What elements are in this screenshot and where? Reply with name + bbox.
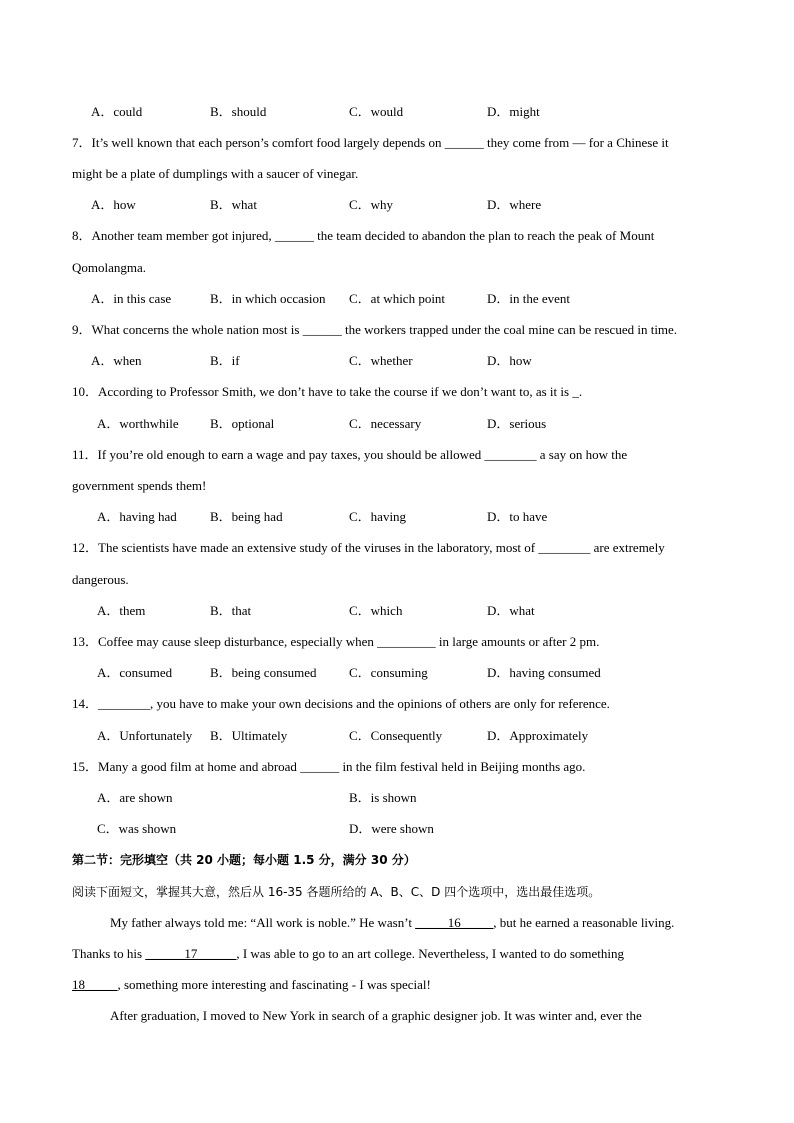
passage-p1-line1 <box>110 915 724 931</box>
q15-stem-line1 <box>72 759 724 775</box>
q14-option-c: C．Consequently <box>349 728 443 743</box>
passage-p2-line1: After graduation, I moved to New York in search of a graphic designer job. It was winter and, ever the <box>110 1008 642 1023</box>
q7-option-a: A．how <box>91 197 136 212</box>
q15-number: 15． <box>72 759 99 774</box>
q13-blank: _________ <box>377 634 436 649</box>
q11-blank: ________ <box>484 447 537 462</box>
q15-option-c: C．was shown <box>97 821 177 836</box>
q8-stem-line1 <box>72 228 724 244</box>
q12-option-b: B．that <box>210 603 252 618</box>
q10-option-d: D．serious <box>487 416 547 431</box>
q10-text-a: According to Professor Smith, we don’t have to take the course if we don’t want to, as it is <box>98 384 573 399</box>
q13-option-a: A．consumed <box>97 665 173 680</box>
q8-stem-line2: Qomolangma. <box>72 260 147 275</box>
q11-option-b: B．being had <box>210 509 283 524</box>
blank-18: 18_____ <box>72 977 118 992</box>
q14-option-b: B．Ultimately <box>210 728 288 743</box>
q14-option-d: D．Approximately <box>487 728 589 743</box>
q7-text-b: they come from — for a Chinese it <box>483 135 669 150</box>
q6-option-d: D．might <box>487 104 540 119</box>
q7-stem-line2: might be a plate of dumplings with a saucer of vinegar. <box>72 166 359 181</box>
q15-option-d: D．were shown <box>349 821 434 836</box>
q12-option-d: D．what <box>487 603 535 618</box>
q11-stem-line1 <box>72 447 724 463</box>
q9-text-b: the workers trapped under the coal mine can be rescued in time. <box>341 322 678 337</box>
q10-stem-line1 <box>72 384 724 400</box>
q8-option-b: B．in which occasion <box>210 291 326 306</box>
passage-p1-text-a: My father always told me: “All work is noble.” He wasn’t <box>110 915 416 930</box>
q13-text-a: Coffee may cause sleep disturbance, especially when <box>98 634 378 649</box>
q10-option-a: A．worthwhile <box>97 416 179 431</box>
blank-16: _____16_____ <box>415 915 494 930</box>
q9-number: 9． <box>72 322 92 337</box>
q12-text-a: The scientists have made an extensive study of the viruses in the laboratory, most of <box>98 540 539 555</box>
q9-option-b: B．if <box>210 353 240 368</box>
q13-option-c: C．consuming <box>349 665 428 680</box>
q15-text-a: Many a good film at home and abroad <box>98 759 301 774</box>
passage-p1-line2-a: Thanks to his <box>72 946 146 961</box>
passage-p1-line3-b: , something more interesting and fascinating - I was special! <box>117 977 431 992</box>
q8-option-c: C．at which point <box>349 291 446 306</box>
q14-option-a: A．Unfortunately <box>97 728 193 743</box>
q7-option-c: C．why <box>349 197 394 212</box>
q9-blank: ______ <box>302 322 342 337</box>
q15-option-a: A．are shown <box>97 790 173 805</box>
q10-text-b: . <box>578 384 583 399</box>
q13-number: 13． <box>72 634 99 649</box>
section2-title: 第二节：完形填空（共 20 小题；每小题 1.5 分，满分 30 分） <box>72 853 416 867</box>
q13-text-b: in large amounts or after 2 pm. <box>435 634 600 649</box>
q9-text-a: What concerns the whole nation most is <box>91 322 303 337</box>
q11-text-b: a say on how the <box>536 447 628 462</box>
q15-text-b: in the film festival held in Beijing months ago. <box>339 759 586 774</box>
q14-stem-line1 <box>72 696 724 712</box>
q7-blank: ______ <box>444 135 484 150</box>
q14-number: 14． <box>72 696 99 711</box>
q8-option-d: D．in the event <box>487 291 571 306</box>
q11-option-d: D．to have <box>487 509 548 524</box>
q11-stem-line2: government spends them! <box>72 478 207 493</box>
q8-option-a: A．in this case <box>91 291 172 306</box>
q14-text-b: , you have to make your own decisions and the opinions of others are only for reference. <box>150 696 610 711</box>
q9-option-a: A．when <box>91 353 142 368</box>
q7-text-a: It’s well known that each person’s comfort food largely depends on <box>91 135 445 150</box>
passage-p1-line3 <box>72 977 724 993</box>
q8-number: 8． <box>72 228 92 243</box>
q8-text-b: the team decided to abandon the plan to reach the peak of Mount <box>313 228 655 243</box>
blank-17: ______17______ <box>145 946 237 961</box>
q7-option-b: B．what <box>210 197 257 212</box>
q12-stem-line1 <box>72 540 724 556</box>
q12-blank: ________ <box>538 540 591 555</box>
q6-option-b: B．should <box>210 104 267 119</box>
q12-number: 12． <box>72 540 99 555</box>
q12-option-c: C．which <box>349 603 403 618</box>
q6-option-c: C．would <box>349 104 404 119</box>
q12-text-b: are extremely <box>590 540 665 555</box>
q12-stem-line2: dangerous. <box>72 572 129 587</box>
q9-stem-line1 <box>72 322 724 338</box>
q7-number: 7． <box>72 135 92 150</box>
q7-option-d: D．where <box>487 197 542 212</box>
q11-option-a: A．having had <box>97 509 177 524</box>
q13-option-b: B．being consumed <box>210 665 317 680</box>
passage-p1-line2 <box>72 946 724 962</box>
q10-number: 10． <box>72 384 99 399</box>
q10-blank: _ <box>572 384 579 399</box>
q9-option-c: C．whether <box>349 353 413 368</box>
q8-blank: ______ <box>274 228 314 243</box>
q11-number: 11． <box>72 447 98 462</box>
q8-text-a: Another team member got injured, <box>91 228 275 243</box>
q13-stem-line1 <box>72 634 724 650</box>
passage-p1-text-b: , but he earned a reasonable living. <box>493 915 675 930</box>
section2-instruction: 阅读下面短文，掌握其大意，然后从 16-35 各题所给的 A、B、C、D 四个选项中，选出最佳选项。 <box>72 885 601 899</box>
q9-option-d: D．how <box>487 353 532 368</box>
q15-blank: ______ <box>300 759 340 774</box>
q15-option-b: B．is shown <box>349 790 417 805</box>
q7-stem-line1 <box>72 135 724 151</box>
q14-blank: ________ <box>98 696 151 711</box>
q10-option-b: B．optional <box>210 416 275 431</box>
q11-option-c: C．having <box>349 509 407 524</box>
passage-p1-line2-b: , I was able to go to an art college. Nevertheless, I wanted to do something <box>236 946 625 961</box>
q13-option-d: D．having consumed <box>487 665 601 680</box>
q10-option-c: C．necessary <box>349 416 422 431</box>
q12-option-a: A．them <box>97 603 146 618</box>
q6-option-a: A．could <box>91 104 143 119</box>
q11-text-a: If you’re old enough to earn a wage and pay taxes, you should be allowed <box>97 447 485 462</box>
